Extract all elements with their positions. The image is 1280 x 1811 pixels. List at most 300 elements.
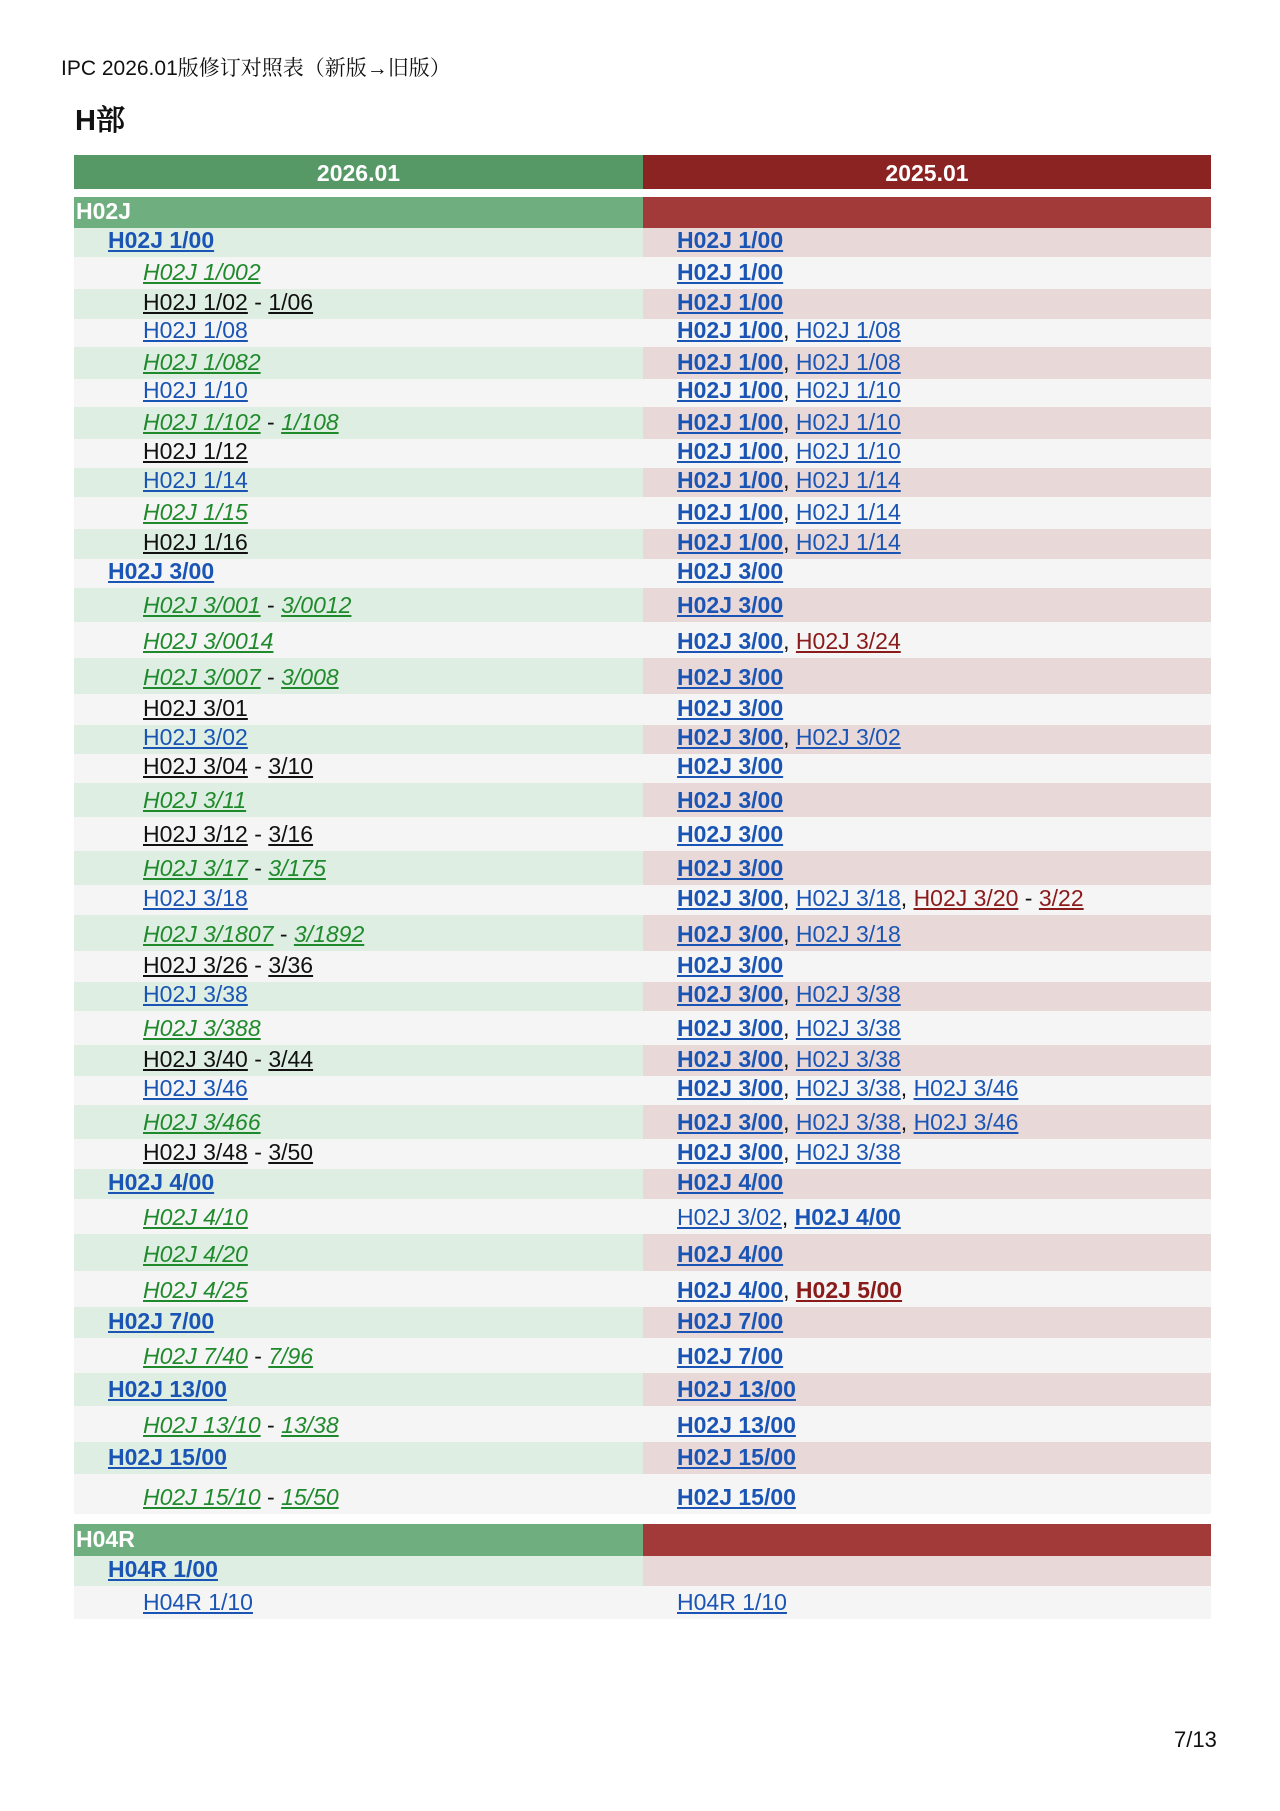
new-code-group: [108, 1376, 227, 1403]
new-code-cell: [74, 379, 643, 407]
new-code-cell: [74, 1586, 643, 1619]
ipc-code-link[interactable]: H02J 1/02: [143, 289, 248, 315]
ipc-code-link[interactable]: H02J 1/00: [677, 228, 784, 253]
ipc-code-link[interactable]: H02J 3/24: [795, 628, 901, 654]
ipc-code-link[interactable]: H02J 7/00: [108, 1308, 215, 1334]
new-code-cell: [74, 1406, 643, 1442]
old-code-group: [677, 1169, 783, 1196]
ipc-code-link[interactable]: H02J 3/00: [677, 855, 784, 881]
ipc-code-link[interactable]: H02J 3/00: [677, 885, 784, 911]
new-code-cell: [74, 694, 643, 725]
table-row: [74, 851, 1211, 885]
new-code-group: [143, 468, 248, 494]
separator: ,: [783, 409, 796, 435]
ipc-code-link[interactable]: H02J 3/38: [795, 982, 901, 1007]
new-code-cell: [74, 915, 643, 951]
separator: ,: [783, 725, 796, 750]
ipc-code-link[interactable]: H02J 5/00: [795, 1277, 903, 1303]
old-code-cell: [643, 915, 1211, 951]
old-code-group: [677, 885, 1084, 912]
ipc-code-link[interactable]: H04R 1/00: [108, 1556, 218, 1582]
old-code-cell: [643, 1199, 1211, 1234]
ipc-code-link[interactable]: H02J 1/08: [143, 319, 248, 343]
ipc-code-link[interactable]: 3/0012: [281, 592, 352, 618]
separator: -: [247, 855, 269, 881]
ipc-code-link[interactable]: H02J 1/102: [143, 409, 261, 435]
ipc-code-link[interactable]: 1/06: [268, 289, 314, 315]
ipc-code-link[interactable]: H02J 1/14: [143, 468, 248, 493]
old-code-group: [677, 1444, 796, 1471]
ipc-code-link[interactable]: H02J 1/00: [677, 529, 784, 555]
new-code-group: [143, 1046, 313, 1073]
old-code-group: [677, 1204, 901, 1231]
new-code-cell: [74, 658, 643, 694]
ipc-code-link[interactable]: H02J 3/00: [677, 664, 784, 690]
ipc-code-link[interactable]: H02J 3/12: [143, 821, 248, 847]
ipc-code-link[interactable]: H02J 3/00: [677, 725, 784, 750]
old-code-group: [677, 664, 783, 691]
table-row: [74, 658, 1211, 694]
ipc-code-link[interactable]: H02J 3/26: [143, 952, 248, 978]
ipc-code-link[interactable]: H02J 3/00: [677, 592, 784, 618]
table-row: [74, 1105, 1211, 1139]
ipc-code-link[interactable]: H02J 1/00: [677, 439, 784, 464]
old-code-group: [677, 1308, 783, 1335]
new-code-group: [143, 379, 248, 404]
new-code-cell: [74, 319, 643, 347]
ipc-code-link[interactable]: H02J 1/14: [795, 499, 901, 525]
table-row: [74, 379, 1211, 407]
ipc-code-link[interactable]: H02J 1/15: [143, 499, 248, 525]
separator: -: [247, 1046, 269, 1072]
separator: ,: [783, 921, 796, 947]
ipc-code-link[interactable]: H02J 4/25: [143, 1277, 248, 1303]
separator: ,: [781, 1204, 795, 1230]
ipc-code-link[interactable]: H02J 3/00: [108, 559, 215, 584]
ipc-code-link[interactable]: H02J 3/38: [795, 1046, 901, 1072]
old-version-label: 2025.01: [885, 160, 969, 186]
table-row: [74, 588, 1211, 622]
ipc-code-link[interactable]: H02J 3/38: [143, 982, 248, 1007]
old-code-group: [677, 921, 901, 948]
new-code-group: [143, 952, 313, 979]
ipc-code-link[interactable]: H02J 4/00: [677, 1277, 784, 1303]
ipc-code-link[interactable]: H02J 3/00: [677, 1076, 784, 1101]
new-code-cell: [74, 1442, 643, 1474]
new-code-cell: [74, 1045, 643, 1076]
ipc-code-link[interactable]: H02J 3/18: [143, 885, 248, 911]
separator: ,: [783, 439, 796, 464]
old-code-group: [677, 592, 783, 619]
old-code-group: [677, 1046, 901, 1073]
table-row: [74, 982, 1211, 1011]
new-code-cell: [74, 347, 643, 379]
old-code-group: [677, 821, 783, 848]
ipc-code-link[interactable]: H02J 3/00: [677, 695, 784, 721]
ipc-code-link[interactable]: H02J 3/17: [143, 855, 248, 881]
separator: -: [260, 592, 282, 618]
ipc-code-link[interactable]: H02J 3/04: [143, 754, 248, 779]
table-row: [74, 439, 1211, 468]
old-code-cell: [643, 468, 1211, 497]
new-code-group: [143, 855, 326, 882]
ipc-code-link[interactable]: H02J 7/00: [677, 1343, 784, 1369]
separator: ,: [900, 1109, 914, 1135]
ipc-code-link[interactable]: H02J 3/02: [795, 725, 901, 750]
table-row: [74, 1556, 1211, 1586]
ipc-code-link[interactable]: H02J 1/00: [677, 349, 784, 375]
separator: ,: [900, 885, 914, 911]
ipc-code-link[interactable]: H02J 3/18: [795, 885, 901, 911]
new-code-cell: [74, 497, 643, 529]
new-code-group: [143, 349, 261, 376]
ipc-code-link[interactable]: H02J 3/46: [913, 1109, 1019, 1135]
ipc-code-link[interactable]: H02J 1/10: [795, 439, 901, 464]
new-code-group: [143, 259, 261, 286]
ipc-code-link[interactable]: H02J 3/00: [677, 754, 784, 779]
old-code-group: [677, 409, 901, 436]
old-code-cell: [643, 1011, 1211, 1045]
old-code-group: [677, 259, 783, 286]
separator: ,: [783, 982, 796, 1007]
old-code-cell: [643, 1586, 1211, 1619]
ipc-code-link[interactable]: H02J 1/002: [143, 259, 261, 285]
new-code-cell: [74, 982, 643, 1011]
old-code-cell: [643, 228, 1211, 257]
ipc-code-link[interactable]: H02J 4/10: [143, 1204, 248, 1230]
ipc-code-link[interactable]: H04R 1/10: [143, 1589, 253, 1615]
table-row: [74, 529, 1211, 559]
old-code-group: [677, 1076, 1018, 1102]
ipc-code-link[interactable]: 3/175: [268, 855, 326, 881]
separator: ,: [783, 499, 796, 525]
ipc-code-link[interactable]: H02J 3/00: [677, 628, 784, 654]
ipc-code-link[interactable]: H02J 1/10: [795, 409, 901, 435]
new-code-group: [108, 1556, 218, 1583]
separator: -: [273, 921, 294, 947]
old-code-cell: [643, 439, 1211, 468]
new-code-cell: [74, 468, 643, 497]
ipc-code-link[interactable]: H02J 1/00: [677, 499, 784, 525]
new-code-cell: [74, 1271, 643, 1307]
ipc-code-link[interactable]: 3/16: [268, 821, 314, 847]
old-code-cell: [643, 529, 1211, 559]
new-code-cell: [74, 529, 643, 559]
table-row: [74, 1045, 1211, 1076]
old-code-cell: [643, 1338, 1211, 1373]
ipc-code-link[interactable]: H02J 3/466: [143, 1109, 261, 1135]
ipc-code-link[interactable]: H02J 1/16: [143, 529, 248, 555]
old-code-group: [677, 1241, 783, 1268]
ipc-code-link[interactable]: H02J 13/00: [108, 1376, 227, 1402]
separator: ,: [783, 349, 796, 375]
separator: ,: [900, 1076, 914, 1101]
new-code-group: [143, 1412, 339, 1439]
new-code-cell: [74, 783, 643, 817]
new-code-group: [108, 1444, 227, 1471]
new-code-cell: [74, 1307, 643, 1338]
ipc-code-link[interactable]: H02J 15/00: [677, 1444, 796, 1470]
ipc-code-link[interactable]: H02J 3/01: [143, 695, 248, 721]
old-code-group: [677, 1376, 796, 1403]
new-code-cell: [74, 1199, 643, 1234]
ipc-code-link[interactable]: H02J 4/00: [108, 1169, 215, 1195]
ipc-code-link[interactable]: H02J 1/00: [677, 468, 784, 493]
ipc-code-link[interactable]: H02J 3/001: [143, 592, 261, 618]
new-code-cell: [74, 622, 643, 658]
ipc-code-link[interactable]: H02J 3/02: [143, 725, 248, 750]
new-code-group: [143, 787, 246, 814]
ipc-code-link[interactable]: 3/1892: [293, 921, 365, 947]
new-code-group: [143, 1484, 339, 1511]
old-code-cell: [643, 951, 1211, 982]
ipc-code-link[interactable]: H02J 3/00: [677, 982, 784, 1007]
new-code-cell: [74, 1011, 643, 1045]
table-row: [74, 1199, 1211, 1234]
ipc-code-link[interactable]: H02J 3/38: [795, 1015, 901, 1041]
ipc-code-link[interactable]: H02J 3/388: [143, 1015, 261, 1041]
old-code-cell: [643, 347, 1211, 379]
old-code-cell: [643, 885, 1211, 915]
old-code-cell: [643, 982, 1211, 1011]
table-row: [74, 1011, 1211, 1045]
new-code-group: [143, 1139, 313, 1166]
new-code-cell: [74, 1556, 643, 1586]
ipc-code-link[interactable]: H02J 7/00: [677, 1308, 784, 1334]
new-code-cell: [74, 885, 643, 915]
old-code-cell: [643, 622, 1211, 658]
table-row: [74, 289, 1211, 319]
old-code-cell: [643, 1556, 1211, 1586]
separator: -: [247, 1343, 269, 1369]
ipc-code-link[interactable]: 3/36: [268, 952, 314, 978]
ipc-code-link[interactable]: H02J 3/38: [795, 1139, 901, 1165]
separator: -: [1018, 885, 1039, 911]
new-code-cell: [74, 1076, 643, 1105]
ipc-code-link[interactable]: 7/96: [268, 1343, 314, 1369]
ipc-code-link[interactable]: H02J 1/14: [795, 468, 901, 493]
ipc-code-link[interactable]: H02J 15/00: [677, 1484, 796, 1510]
table-row: [74, 1169, 1211, 1199]
ipc-code-link[interactable]: H02J 1/08: [795, 349, 901, 375]
new-code-group: [143, 1015, 261, 1042]
table-row: [74, 1338, 1211, 1373]
table-row: [74, 497, 1211, 529]
ipc-code-link[interactable]: H02J 3/48: [143, 1139, 248, 1165]
old-code-group: [677, 1109, 1018, 1136]
new-code-group: [143, 289, 313, 316]
ipc-code-link[interactable]: H02J 13/00: [677, 1376, 796, 1402]
table-row: [74, 725, 1211, 754]
ipc-code-link[interactable]: 3/50: [268, 1139, 314, 1165]
ipc-code-link[interactable]: H02J 1/00: [677, 409, 784, 435]
old-code-cell: [643, 1307, 1211, 1338]
table-header-row: [74, 155, 1211, 189]
old-code-group: [677, 289, 783, 316]
old-code-cell: [643, 257, 1211, 289]
table-row: [74, 257, 1211, 289]
old-code-cell: [643, 725, 1211, 754]
ipc-code-link[interactable]: 15/50: [281, 1484, 339, 1510]
new-code-cell: [74, 559, 643, 588]
new-code-group: [143, 921, 364, 948]
old-code-cell: [643, 559, 1211, 588]
old-code-group: [677, 1277, 902, 1304]
ipc-code-link[interactable]: H02J 3/46: [143, 1076, 248, 1101]
old-code-group: [677, 468, 901, 494]
table-row: [74, 622, 1211, 658]
old-code-cell: [643, 1105, 1211, 1139]
table-row: [74, 694, 1211, 725]
ipc-code-link[interactable]: H02J 3/0014: [143, 628, 274, 654]
new-code-group: [143, 885, 248, 912]
old-code-cell: [643, 694, 1211, 725]
ipc-code-link[interactable]: H02J 3/00: [677, 1139, 784, 1165]
ipc-code-link[interactable]: H02J 1/00: [677, 259, 784, 285]
separator: -: [247, 821, 269, 847]
ipc-code-link[interactable]: H02J 1/08: [795, 319, 901, 343]
ipc-code-link[interactable]: H02J 3/00: [677, 787, 784, 813]
table-row: [74, 407, 1211, 439]
ipc-code-link[interactable]: H02J 3/46: [913, 1076, 1019, 1101]
new-code-cell: [74, 228, 643, 257]
ipc-code-link[interactable]: H02J 3/02: [677, 1204, 782, 1230]
ipc-code-link[interactable]: H02J 3/00: [677, 1015, 784, 1041]
ipc-code-link[interactable]: H02J 3/00: [677, 821, 784, 847]
new-code-group: [108, 1308, 214, 1335]
separator: -: [260, 1484, 282, 1510]
ipc-code-link[interactable]: H02J 15/10: [143, 1484, 261, 1510]
table-row: [74, 1234, 1211, 1271]
new-code-cell: [74, 951, 643, 982]
new-code-cell: [74, 257, 643, 289]
new-code-cell: [74, 1234, 643, 1271]
old-code-cell: [643, 1045, 1211, 1076]
ipc-code-link[interactable]: H02J 3/00: [677, 921, 784, 947]
table-row: [74, 1474, 1211, 1514]
table-row: [74, 817, 1211, 851]
table-row: [74, 347, 1211, 379]
ipc-code-link[interactable]: 13/38: [281, 1412, 339, 1438]
new-version-header: [74, 155, 643, 189]
ipc-code-link[interactable]: 3/44: [268, 1046, 314, 1072]
separator: ,: [783, 379, 796, 403]
new-code-cell: [74, 1474, 643, 1514]
ipc-code-link[interactable]: H02J 7/40: [143, 1343, 248, 1369]
ipc-code-link[interactable]: H02J 3/1807: [143, 921, 274, 947]
separator: -: [247, 952, 269, 978]
new-code-group: [143, 1076, 248, 1102]
ipc-code-link[interactable]: H02J 4/20: [143, 1241, 248, 1267]
subclass-group-row: [74, 1524, 1211, 1556]
ipc-code-link[interactable]: H04R 1/10: [677, 1589, 787, 1615]
separator: -: [247, 754, 269, 779]
separator: -: [260, 409, 282, 435]
ipc-code-link[interactable]: H02J 3/00: [677, 559, 784, 584]
ipc-code-link[interactable]: 3/008: [281, 664, 339, 690]
new-code-cell: [74, 407, 643, 439]
table-body: [74, 197, 1211, 1619]
new-code-group: [143, 664, 339, 691]
ipc-code-link[interactable]: H02J 3/38: [795, 1076, 901, 1101]
separator: ,: [783, 1139, 796, 1165]
new-code-cell: [74, 1373, 643, 1406]
new-code-group: [108, 228, 214, 254]
ipc-code-link[interactable]: H02J 4/00: [677, 1241, 784, 1267]
ipc-code-link[interactable]: H02J 4/00: [677, 1169, 784, 1195]
old-code-cell: [643, 817, 1211, 851]
old-code-group: [677, 1015, 901, 1042]
subclass-old-cell: [643, 197, 1211, 228]
ipc-code-link[interactable]: H02J 1/10: [143, 379, 248, 403]
old-code-cell: [643, 658, 1211, 694]
separator: ,: [783, 1076, 796, 1101]
ipc-code-link[interactable]: H02J 4/00: [794, 1204, 901, 1230]
ipc-code-link[interactable]: 3/10: [268, 754, 314, 779]
ipc-code-link[interactable]: H02J 3/007: [143, 664, 261, 690]
new-code-group: [143, 592, 351, 619]
separator: -: [260, 1412, 282, 1438]
new-code-group: [143, 409, 339, 436]
ipc-code-link[interactable]: H02J 3/00: [677, 952, 784, 978]
separator: ,: [783, 529, 796, 555]
ipc-code-link[interactable]: H02J 13/00: [677, 1412, 796, 1438]
new-code-cell: [74, 289, 643, 319]
ipc-code-link[interactable]: H02J 1/10: [795, 379, 901, 403]
new-code-group: [143, 821, 313, 848]
section-title: H部: [75, 105, 125, 137]
ipc-code-link[interactable]: H02J 1/00: [677, 319, 784, 343]
ipc-code-link[interactable]: H02J 1/12: [143, 439, 248, 464]
new-code-group: [143, 1277, 248, 1304]
ipc-code-link[interactable]: H02J 3/11: [143, 787, 247, 813]
ipc-code-link[interactable]: 1/108: [281, 409, 339, 435]
separator: ,: [783, 1109, 796, 1135]
ipc-code-link[interactable]: H02J 1/00: [108, 228, 215, 253]
table-row: [74, 559, 1211, 588]
old-code-cell: [643, 289, 1211, 319]
ipc-code-link[interactable]: 3/22: [1038, 885, 1084, 911]
ipc-code-link[interactable]: H02J 13/10: [143, 1412, 261, 1438]
new-code-group: [143, 982, 248, 1008]
subclass-group-row: [74, 197, 1211, 228]
document-title: IPC 2026.01版修订对照表（新版→旧版）: [61, 57, 451, 80]
new-code-cell: [74, 1169, 643, 1199]
revision-table: [74, 155, 1211, 1619]
new-code-cell: [74, 725, 643, 754]
ipc-code-link[interactable]: H02J 3/40: [143, 1046, 248, 1072]
ipc-code-link[interactable]: H02J 1/14: [795, 529, 901, 555]
old-code-cell: [643, 407, 1211, 439]
old-code-group: [677, 725, 901, 751]
ipc-code-link[interactable]: H02J 1/082: [143, 349, 261, 375]
separator: ,: [783, 1046, 796, 1072]
ipc-code-link[interactable]: H02J 15/00: [108, 1444, 227, 1470]
ipc-code-link[interactable]: H02J 3/00: [677, 1109, 784, 1135]
ipc-code-link[interactable]: H02J 1/00: [677, 289, 784, 315]
old-version-header: [643, 155, 1211, 189]
old-code-group: [677, 1484, 796, 1511]
ipc-code-link[interactable]: H02J 1/00: [677, 379, 784, 403]
ipc-code-link[interactable]: H02J 3/00: [677, 1046, 784, 1072]
ipc-code-link[interactable]: H02J 3/20: [913, 885, 1019, 911]
ipc-code-link[interactable]: H02J 3/18: [795, 921, 901, 947]
new-code-cell: [74, 1338, 643, 1373]
old-code-group: [677, 952, 783, 979]
ipc-code-link[interactable]: H02J 3/38: [795, 1109, 901, 1135]
new-code-group: [143, 319, 248, 344]
old-code-cell: [643, 1139, 1211, 1169]
